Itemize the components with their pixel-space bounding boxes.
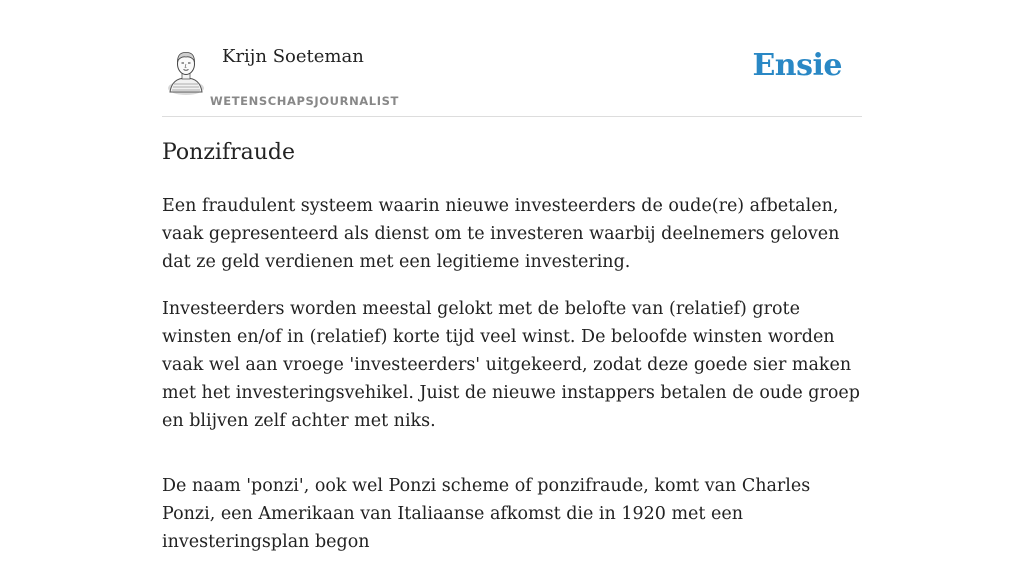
avatar-portrait-icon[interactable] bbox=[164, 48, 208, 92]
author-role: WETENSCHAPSJOURNALIST bbox=[210, 94, 399, 108]
author-header bbox=[162, 0, 862, 117]
entry-paragraph-origin: De naam 'ponzi', ook wel Ponzi scheme of ponzifraude, komt van Charles Ponzi, een Amerikaan van Italiaanse afkomst die in 1920 met een investeringsplan begon bbox=[162, 476, 811, 552]
entry-title: Ponzifraude bbox=[162, 140, 295, 165]
ensie-logo[interactable]: Ensie bbox=[752, 48, 842, 83]
entry-body bbox=[162, 192, 862, 575]
entry-paragraph-explanation: Investeerders worden meestal gelokt met de belofte van (relatief) grote winsten en/of in (relatief) korte tijd veel winst. De beloofde winsten worden vaak wel aan vroege 'investeerders' uitgekeerd, zodat deze goede sier maken met het investeringsvehikel. Juist de nieuwe instappers betalen de oude groep en blijven zelf achter met niks. bbox=[162, 299, 860, 431]
entry-paragraph-definition: Een fraudulent systeem waarin nieuwe investeerders de oude(re) afbetalen, vaak gepresenteerd als dienst om te investeren waarbij deelnemers geloven dat ze geld verdienen met een legitieme investering. bbox=[162, 196, 840, 272]
page-container bbox=[162, 0, 862, 552]
author-name[interactable]: Krijn Soeteman bbox=[222, 46, 364, 67]
